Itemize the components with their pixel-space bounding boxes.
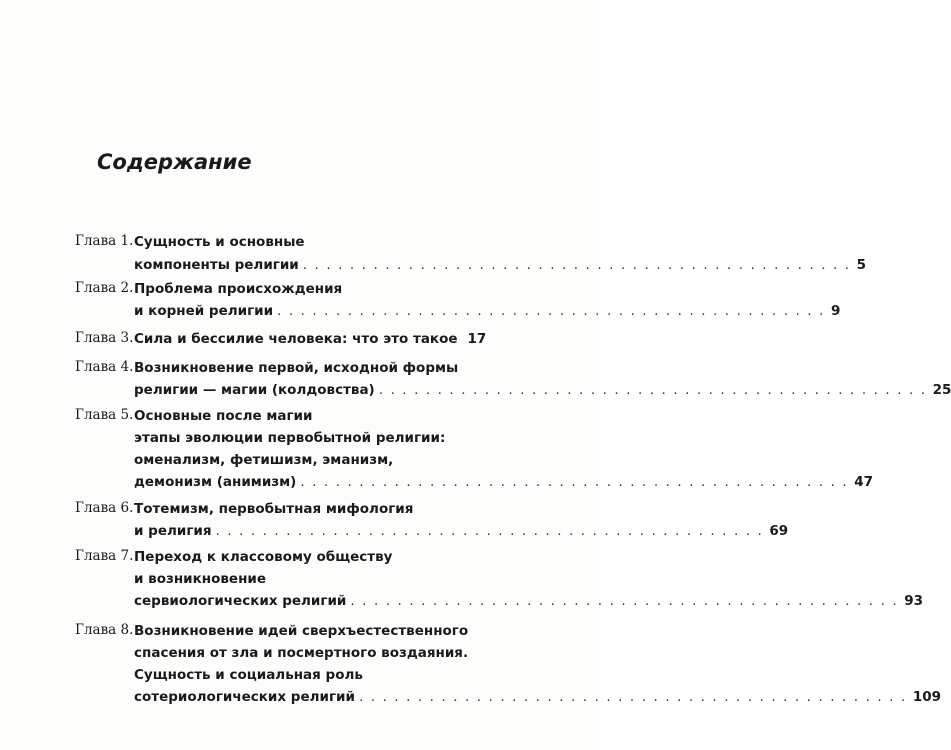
chapter-title-last-line: [134, 379, 951, 401]
chapter-label: Глава 2.: [75, 280, 134, 296]
chapter-title-line: Проблема происхождения: [134, 281, 343, 297]
chapter-title-line: спасения от зла и посмертного воздаяния.: [134, 645, 469, 661]
chapter-title-line: и религия: [134, 523, 212, 539]
page-number: 93: [904, 593, 924, 609]
chapter-label: Глава 6.: [75, 500, 134, 516]
page-number: 5: [856, 257, 867, 273]
chapter-title-last-line: [134, 300, 841, 322]
chapter-title-line: Возникновение первой, исходной формы: [134, 360, 459, 376]
chapter-label: Глава 7.: [75, 548, 134, 564]
chapter-title-line: Возникновение идей сверхъестественного: [134, 623, 469, 639]
page-number: 69: [769, 523, 789, 539]
chapter-title-line: и корней религии: [134, 303, 274, 319]
chapter-title-line: этапы эволюции первобытной религии:: [134, 430, 446, 446]
chapter-title-line: Сущность и социальная роль: [134, 667, 363, 683]
chapter-title-line: оменализм, фетишизм, эманизм,: [134, 452, 394, 468]
leader-dots: . . . . . . . . . . . . . . . . . . . . . . . . . . . . . . . . . . . . . . . . . . . . . . .: [215, 523, 764, 539]
chapter-title-line: сотериологических религий: [134, 689, 355, 705]
chapter-title-line: компоненты религии: [134, 257, 299, 273]
leader-dots: . . . . . . . . . . . . . . . . . . . . . . . . . . . . . . . . . . . . . . . . . . . . . . .: [358, 689, 907, 705]
chapter-title-last-line: [134, 328, 485, 350]
chapter-label: Глава 4.: [75, 359, 134, 375]
chapter-title-line: Тотемизм, первобытная мифология: [134, 501, 414, 517]
chapter-title-line: и возникновение: [134, 571, 267, 587]
page-number: 9: [830, 303, 841, 319]
chapter-title-line: религии — магии (колдовства): [134, 382, 375, 398]
leader-dots: . . . . . . . . . . . . . . . . . . . . . . . . . . . . . . . . . . . . . . . . . . . . . . .: [300, 474, 849, 490]
chapter-title-line: демонизм (анимизм): [134, 474, 297, 490]
chapter-title-last-line: [134, 471, 874, 493]
chapter-title-line: Переход к классовому обществу: [134, 549, 393, 565]
leader-dots: . . . . . . . . . . . . . . . . . . . . . . . . . . . . . . . . . . . . . . . . . . . . . . .: [277, 303, 825, 319]
chapter-title-last-line: [134, 520, 789, 542]
page-number: 47: [854, 474, 874, 490]
leader-dots: . . . . . . . . . . . . . . . . . . . . . . . . . . . . . . . . . . . . . . . . . . . . . . .: [302, 257, 851, 273]
chapter-title-line: Сила и бессилие человека: что это такое: [134, 331, 458, 347]
page-number: 109: [912, 689, 942, 705]
chapter-title-line: сервиологических религий: [134, 593, 347, 609]
chapter-title-last-line: [134, 254, 867, 276]
page-title: Содержание: [97, 150, 252, 174]
leader-dots: . . . . . . . . . . . . . . . . . . . . . . . . . . . . . . . . . . . . . . . . . . . . . . .: [350, 593, 899, 609]
chapter-title-last-line: [134, 590, 924, 612]
chapter-label: Глава 3.: [75, 330, 134, 346]
chapter-label: Глава 5.: [75, 407, 134, 423]
chapter-label: Глава 8.: [75, 622, 134, 638]
chapter-title-line: Сущность и основные: [134, 234, 305, 250]
chapter-title-line: Основные после магии: [134, 408, 313, 424]
chapter-title-last-line: [134, 686, 942, 708]
page-number: 25: [932, 382, 951, 398]
page-number: 17: [467, 331, 487, 347]
chapter-label: Глава 1.: [75, 233, 134, 249]
leader-dots: . . . . . . . . . . . . . . . . . . . . . . . . . . . . . . . . . . . . . . . . . . . . . . .: [378, 382, 927, 398]
